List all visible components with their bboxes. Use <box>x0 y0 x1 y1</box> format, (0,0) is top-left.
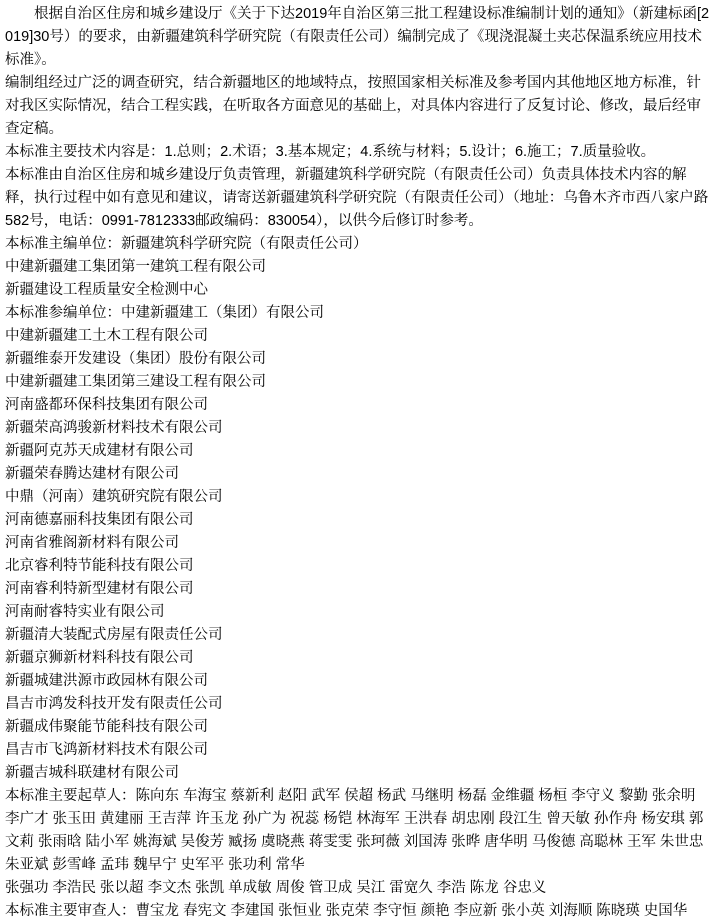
participating-unit-line: 河南德嘉丽科技集团有限公司 <box>5 512 194 528</box>
drafters-extra-line: 张强功 李浩民 张以超 李文杰 张凯 单成敏 周俊 管卫成 吴江 雷宽久 李浩 陈龙 谷忠义 <box>5 880 547 896</box>
chief-editor-unit-line: 本标准主编单位：新疆建筑科学研究院（有限责任公司） <box>5 236 368 252</box>
participating-unit-line: 新疆阿克苏天成建材有限公司 <box>5 443 194 459</box>
intro-paragraph: 根据自治区住房和城乡建设厅《关于下达2019年自治区第三批工程建设标准编制计划的通知》（新建标函[2019]30号）的要求，由新疆建筑科学研究院（有限责任公司）编制完成了《现浇混凝土夹芯保温系统应用技术标准》。 <box>5 6 710 68</box>
participating-unit-line: 新疆荣春腾达建材有限公司 <box>5 466 179 482</box>
participating-unit-line: 昌吉市鸿发科技开发有限责任公司 <box>5 696 223 712</box>
participating-unit-label-line: 本标准参编单位：中建新疆建工（集团）有限公司 <box>5 305 324 321</box>
technical-contents-paragraph: 本标准主要技术内容是：1.总则；2.术语；3.基本规定；4.系统与材料；5.设计；6.施工；7.质量验收。 <box>5 144 656 160</box>
participating-unit-line: 新疆吉城科联建材有限公司 <box>5 765 179 781</box>
reviewers-paragraph: 本标准主要审查人：曹宝龙 春宪文 李建国 张恒业 张克荣 李守恒 颜艳 李应新 张小英 刘海顺 陈晓瑛 史国华 <box>5 903 688 919</box>
participating-unit-line: 中鼎（河南）建筑研究院有限公司 <box>5 489 223 505</box>
participating-unit-line: 中建新疆建工集团第三建设工程有限公司 <box>5 374 266 390</box>
participating-unit-line: 河南耐睿特实业有限公司 <box>5 604 165 620</box>
participating-unit-line: 新疆荣高鸿骏新材料技术有限公司 <box>5 420 223 436</box>
editor-unit-line: 新疆建设工程质量安全检测中心 <box>5 282 208 298</box>
participating-unit-line: 新疆清大装配式房屋有限责任公司 <box>5 627 223 643</box>
document-body <box>5 3 713 923</box>
participating-unit-line: 中建新疆建工土木工程有限公司 <box>5 328 208 344</box>
participating-unit-line: 新疆城建洪源市政园林有限公司 <box>5 673 208 689</box>
participating-unit-line: 北京睿利特节能科技有限公司 <box>5 558 194 574</box>
participating-unit-line: 河南盛都环保科技集团有限公司 <box>5 397 208 413</box>
drafting-process-paragraph: 编制组经过广泛的调查研究，结合新疆地区的地域特点，按照国家相关标准及参考国内其他地区地方标准，针对我区实际情况，结合工程实践，在听取各方面意见的基础上，对具体内容进行了反复讨论、修改，最后经审查定稿。 <box>5 75 701 137</box>
drafters-paragraph: 本标准主要起草人：陈向东 车海宝 蔡新利 赵阳 武军 侯超 杨武 马继明 杨磊 金维疆 杨桓 李守义 黎勤 张余明 李广才 张玉田 黄建丽 王吉萍 许玉龙 孙广为 祝蕊 杨铠 林海军 王洪春 胡忠刚 段江生 曾天敏 孙作舟 杨安琪 郭文莉 张雨晗 陆小军 姚海斌 吴俊芳 臧扬 虞晓燕 蒋雯雯 张珂薇 刘国涛 张晔 唐华明 马俊德 高聪林 王军 朱世忠 朱亚斌 彭雪峰 孟玮 魏早宁 史军平 张功利 常华 <box>5 788 704 873</box>
editor-unit-line: 中建新疆建工集团第一建筑工程有限公司 <box>5 259 266 275</box>
participating-unit-line: 新疆维泰开发建设（集团）股份有限公司 <box>5 351 266 367</box>
participating-unit-line: 河南睿利特新型建材有限公司 <box>5 581 194 597</box>
management-feedback-paragraph: 本标准由自治区住房和城乡建设厅负责管理，新疆建筑科学研究院（有限责任公司）负责具体技术内容的解释，执行过程中如有意见和建议，请寄送新疆建筑科学研究院（有限责任公司）（地址：乌鲁木齐市西八家户路582号，电话：0991-7812333邮政编码：830054），以供今后修订时参考。 <box>5 167 709 229</box>
participating-unit-line: 昌吉市飞鸿新材料技术有限公司 <box>5 742 208 758</box>
participating-unit-line: 新疆成伟聚能节能科技有限公司 <box>5 719 208 735</box>
participating-unit-line: 新疆京狮新材料科技有限公司 <box>5 650 194 666</box>
participating-unit-line: 河南省雅阁新材料有限公司 <box>5 535 179 551</box>
